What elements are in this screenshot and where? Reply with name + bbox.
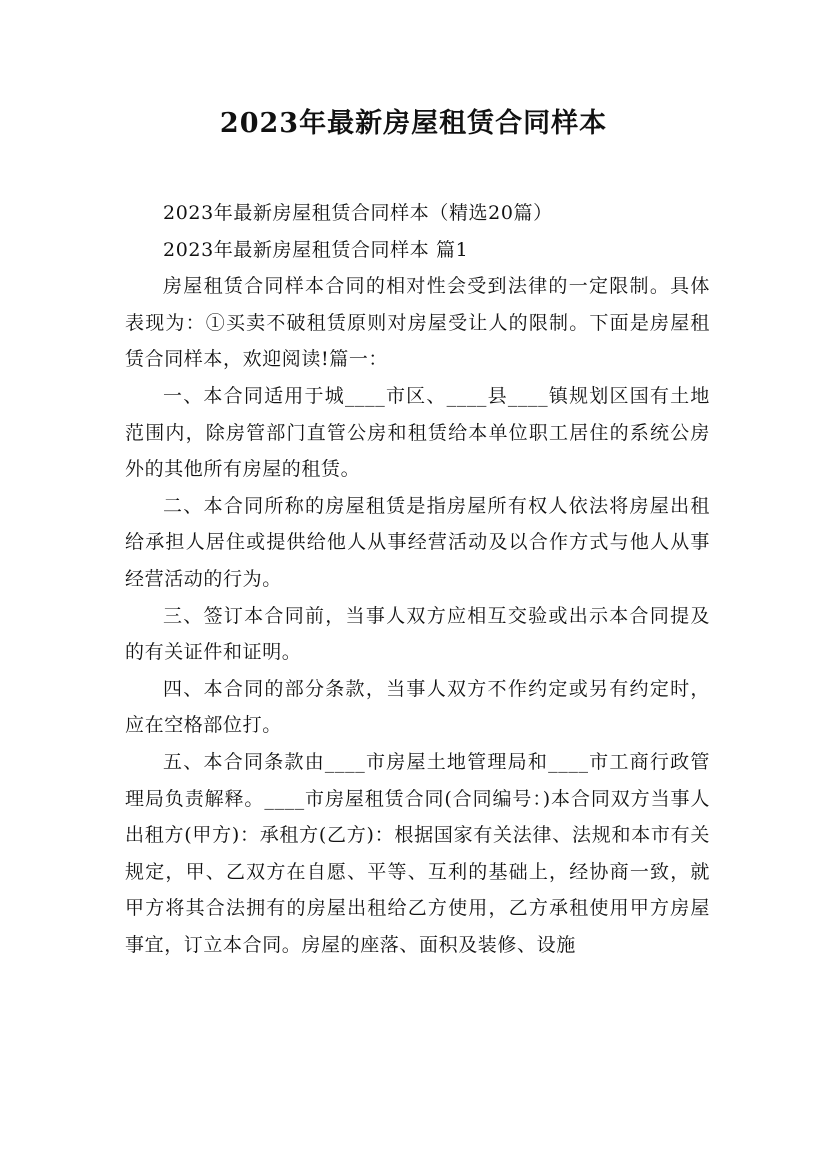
paragraph-clause-2: 二、本合同所称的房屋租赁是指房屋所有权人依法将房屋出租给承担人居住或提供给他人从事经营活动及以合作方式与他人从事经营活动的行为。 <box>125 494 710 590</box>
paragraph-clause-4: 四、本合同的部分条款，当事人双方不作约定或另有约定时，应在空格部位打。 <box>125 677 710 737</box>
paragraph-clause-1: 一、本合同适用于城____市区、____县____镇规划区国有土地范围内，除房管部门直管公房和租赁给本单位职工居住的系统公房外的其他所有房屋的租赁。 <box>125 384 710 481</box>
document-body <box>125 195 710 963</box>
paragraph-clause-5: 五、本合同条款由____市房屋土地管理局和____市工商行政管理局负责解释。____市房屋租赁合同(合同编号：)本合同双方当事人出租方(甲方)：承租方(乙方)：根据国家有关法律、法规和本市有关规定，甲、乙双方在自愿、平等、互利的基础上，经协商一致，就甲方将其合法拥有的房屋出租给乙方使用，乙方承租使用甲方房屋事宜，订立本合同。房屋的座落、面积及装修、设施 <box>125 750 710 956</box>
paragraph-intro: 房屋租赁合同样本合同的相对性会受到法律的一定限制。具体表现为：①买卖不破租赁原则对房屋受让人的限制。下面是房屋租赁合同样本，欢迎阅读!篇一： <box>125 275 710 371</box>
paragraph-subtitle: 2023年最新房屋租赁合同样本（精选20篇） <box>163 202 553 224</box>
paragraph-section-heading: 2023年最新房屋租赁合同样本 篇1 <box>163 238 469 261</box>
paragraph-clause-3: 三、签订本合同前，当事人双方应相互交验或出示本合同提及的有关证件和证明。 <box>125 604 710 664</box>
document-title: 2023年最新房屋租赁合同样本 <box>219 108 608 139</box>
